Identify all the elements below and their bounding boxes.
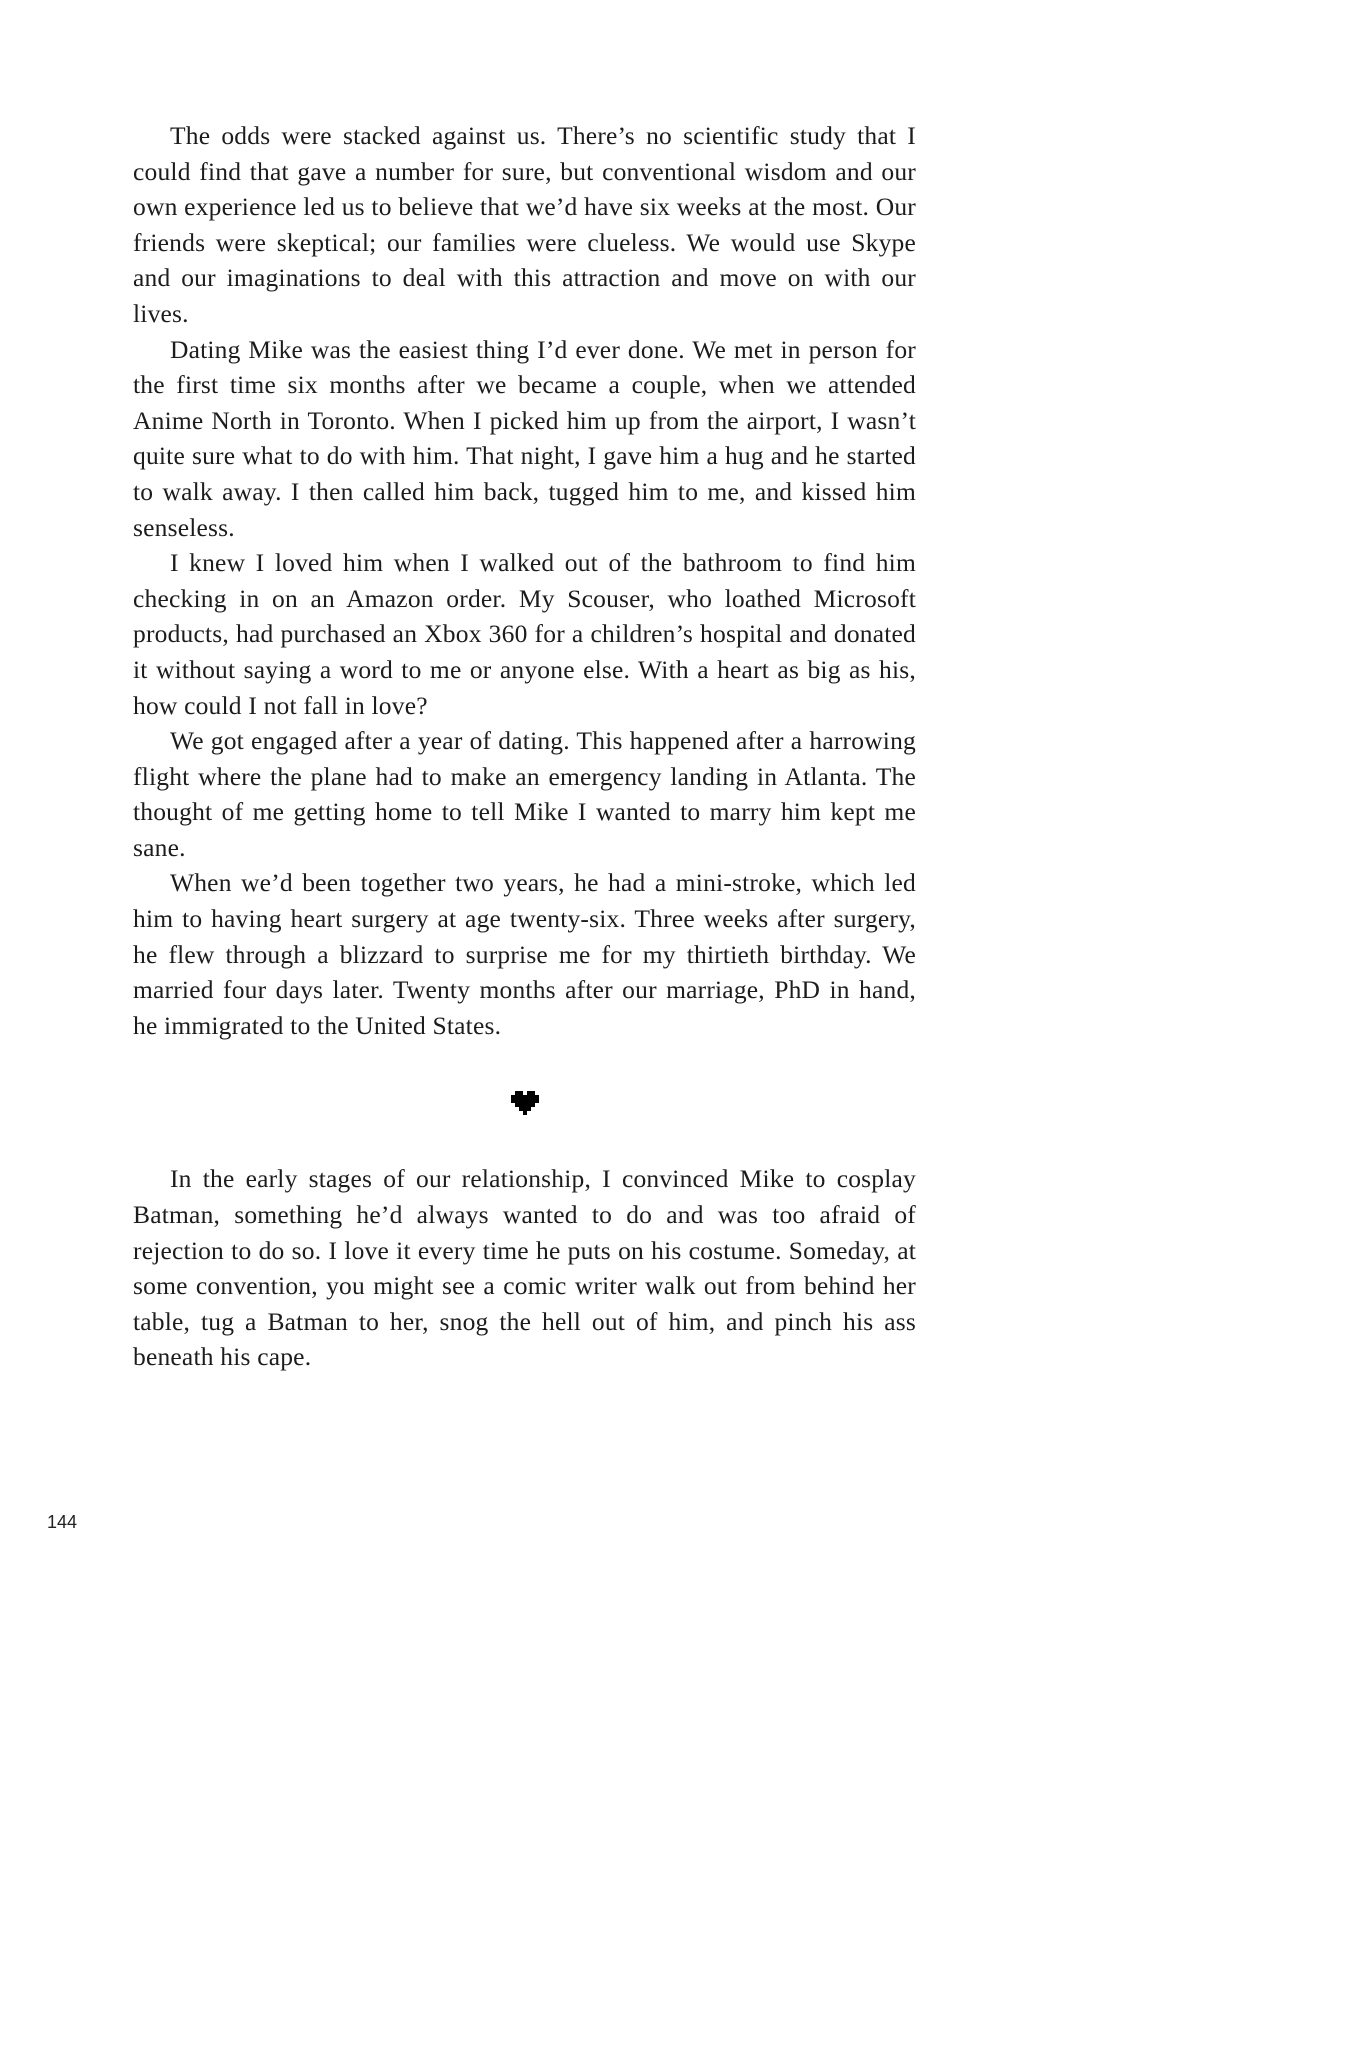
pixel-heart-icon [511, 1091, 539, 1115]
text-block [133, 118, 916, 1375]
page-number: 144 [47, 1512, 78, 1532]
paragraph: In the early stages of our relationship, I convinced Mike to cosplay Batman, something he’d always wanted to do and was too afraid of rejection to do so. I love it every time he puts on his costume. Someday, at some convention, you might see a comic writer walk out from behind her table, tug a Batman to her, snog the hell out of him, and pinch his ass beneath his cape. [133, 1164, 916, 1372]
paragraph: Dating Mike was the easiest thing I’d ever done. We met in person for the first time six months after we became a couple, when we attended Anime North in Toronto. When I picked him up from the airport, I wasn’t quite sure what to do with him. That night, I gave him a hug and he started to walk away. I then called him back, tugged him to me, and kissed him senseless. [133, 334, 916, 542]
paragraph: I knew I loved him when I walked out of the bathroom to find him checking in on an Amazon order. My Scouser, who loathed Microsoft products, had purchased an Xbox 360 for a children’s hospital and donated it without saying a word to me or anyone else. With a heart as big as his, how could I not fall in love? [133, 548, 916, 720]
paragraph: We got engaged after a year of dating. This happened after a harrowing flight where the plane had to make an emergency landing in Atlanta. The thought of me getting home to tell Mike I wanted to marry him kept me sane. [133, 726, 916, 862]
paragraph: The odds were stacked against us. There’s no scientific study that I could find that gave a number for sure, but conventional wisdom and our own experience led us to believe that we’d have six weeks at the most. Our friends were skeptical; our families were clueless. We would use Skype and our imaginations to deal with this attraction and move on with our lives. [133, 121, 916, 328]
section-divider [133, 1091, 916, 1115]
paragraph: When we’d been together two years, he had a mini-stroke, which led him to having heart surgery at age twenty-six. Three weeks after surgery, he flew through a blizzard to surprise me for my thirtieth birthday. We married four days later. Twenty months after our marriage, PhD in hand, he immigrated to the United States. [133, 868, 916, 1040]
